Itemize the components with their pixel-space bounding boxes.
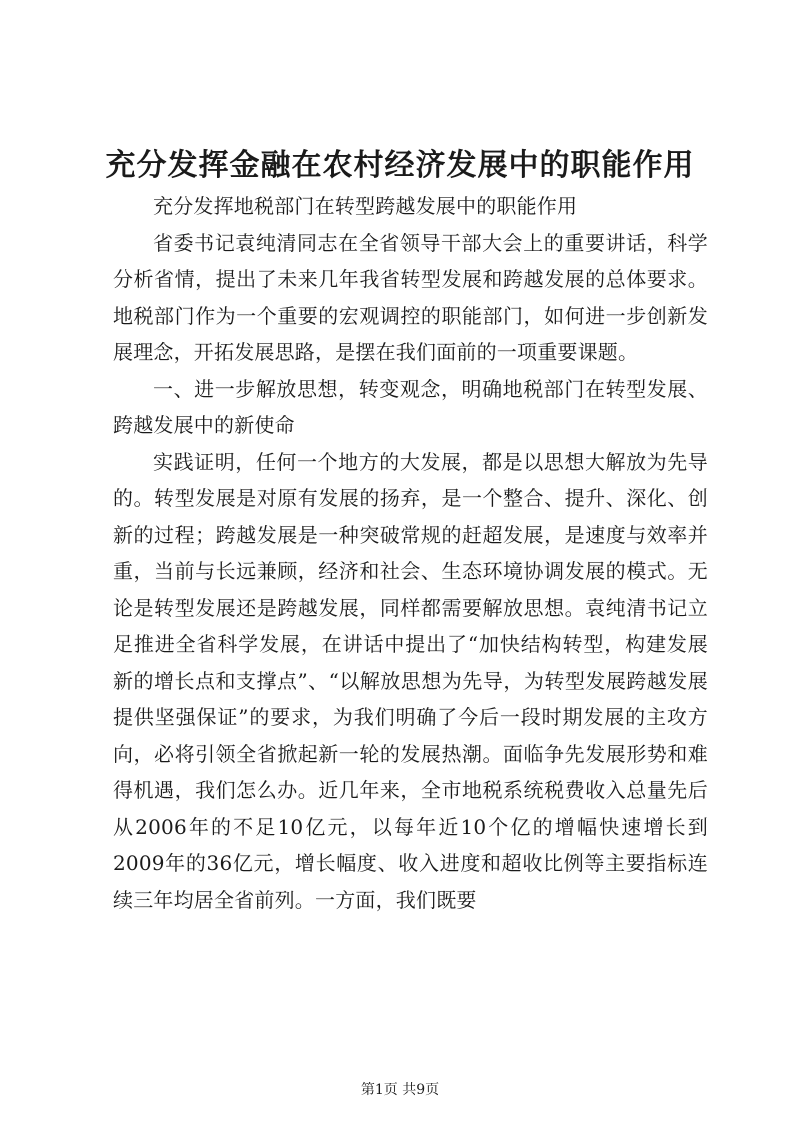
body-paragraph: 实践证明，任何一个地方的大发展，都是以思想大解放为先导的。转型发展是对原有发展的扬弃，是一个整合、提升、深化、创新的过程；跨越发展是一种突破常规的赶超发展，是速度与效率并重，当前与长远兼顾，经济和社会、生态环境协调发展的模式。无论是转型发展还是跨越发展，同样都需要解放思想。袁纯清书记立足推进全省科学发展，在讲话中提出了“加快结构转型，构建发展新的增长点和支撑点”、“以解放思想为先导，为转型发展跨越发展提供坚强保证”的要求，为我们明确了今后一段时期发展的主攻方向，必将引领全省掀起新一轮的发展热潮。面临争先发展形势和难得机遇，我们怎么办。近几年来，全市地税系统税费收入总量先后从2006年的不足10亿元，以每年近10个亿的增幅快速增长到2009年的36亿元，增长幅度、收入进度和超收比例等主要指标连续三年均居全省前列。一方面，我们既要 [113, 449, 708, 912]
document-title: 充分发挥金融在农村经济发展中的职能作用 [105, 148, 695, 183]
subtitle-paragraph: 充分发挥地税部门在转型跨越发展中的职能作用 [153, 194, 578, 218]
body-paragraph: 省委书记袁纯清同志在全省领导干部大会上的重要讲话，科学分析省情，提出了未来几年我省转型发展和跨越发展的总体要求。地税部门作为一个重要的宏观调控的职能部门，如何进一步创新发展理念，开拓发展思路，是摆在我们面前的一项重要课题。 [113, 230, 708, 364]
section-heading: 一、进一步解放思想，转变观念，明确地税部门在转型发展、跨越发展中的新使命 [113, 376, 708, 437]
document-body [113, 188, 708, 918]
page-footer: 第1页 共9页 [360, 1082, 440, 1098]
